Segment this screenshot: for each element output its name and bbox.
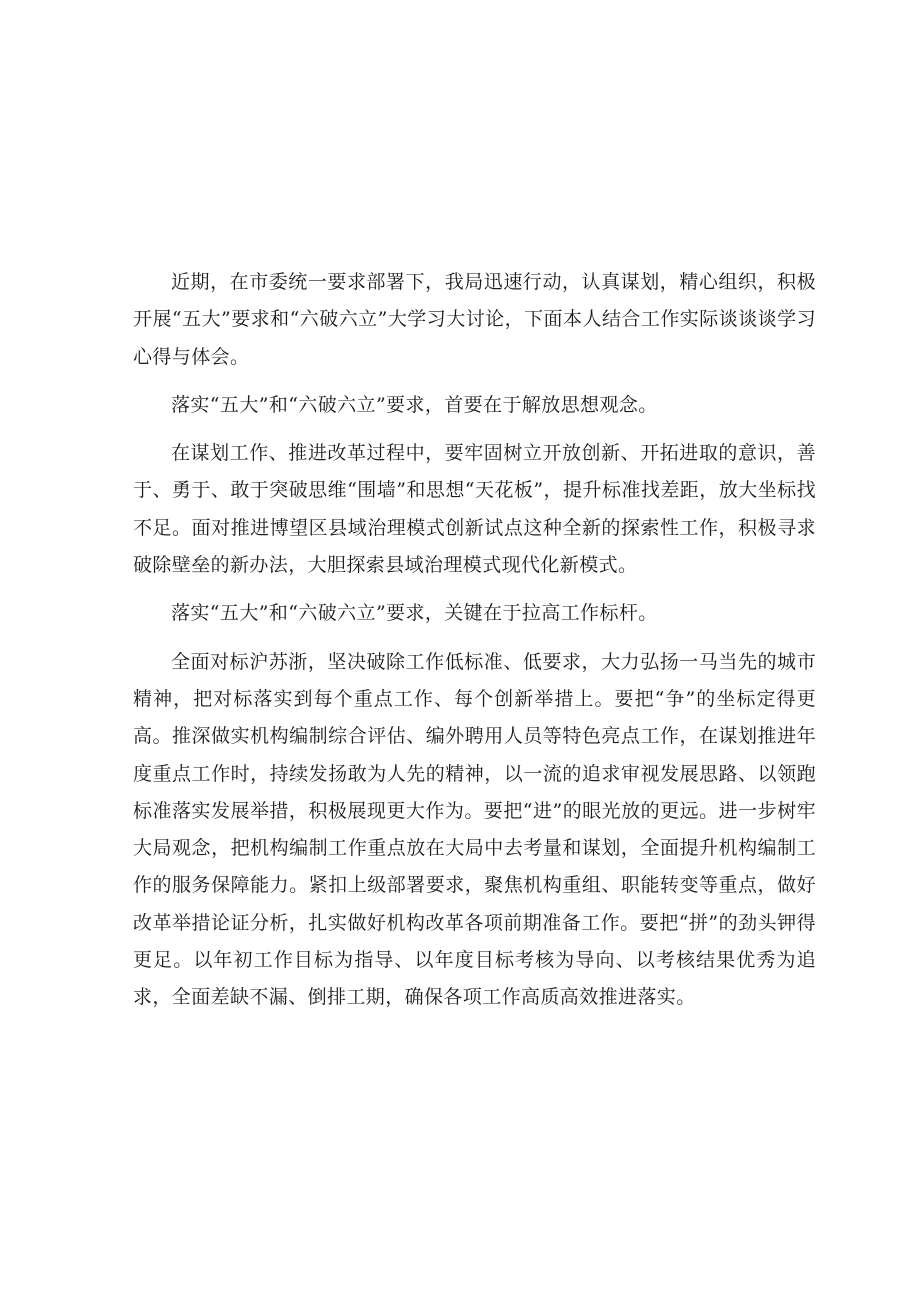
paragraph-heading-2: 落实“五大”和“六破六立”要求，关键在于拉高工作标杆。: [171, 602, 658, 625]
paragraph-heading-1: 落实“五大”和“六破六立”要求，首要在于解放思想观念。: [171, 393, 658, 416]
document-body: [133, 264, 816, 1028]
paragraph-body-1: 在谋划工作、推进改革过程中，要牢固树立开放创新、开拓进取的意识，善于、勇于、敢于突破思维“围墙”和思想“天花板”，提升标准找差距，放大坐标找不足。面对推进博望区县域治理模式创新试点这种全新的探索性工作，积极寻求破除壁垒的新办法，大胆探索县域治理模式现代化新模式。: [133, 442, 816, 577]
paragraph-body-2: 全面对标沪苏浙，坚决破除工作低标准、低要求，大力弘扬一马当先的城市精神，把对标落实到每个重点工作、每个创新举措上。要把“争”的坐标定得更高。推深做实机构编制综合评估、编外聘用人员等特色亮点工作，在谋划推进年度重点工作时，持续发扬敢为人先的精神，以一流的追求审视发展思路、以领跑标准落实发展举措，积极展现更大作为。要把“进”的眼光放的更远。进一步树牢大局观念，把机构编制工作重点放在大局中去考量和谋划，全面提升机构编制工作的服务保障能力。紧扣上级部署要求，聚焦机构重组、职能转变等重点，做好改革举措论证分析，扎实做好机构改革各项前期准备工作。要把“拼”的劲头钾得更足。以年初工作目标为指导、以年度目标考核为导向、以考核结果优秀为追求，全面差缺不漏、倒排工期，确保各项工作高质高效推进落实。: [133, 650, 816, 1009]
paragraph-intro: 近期，在市委统一要求部署下，我局迅速行动，认真谋划，精心组织，积极开展“五大”要求和“六破六立”大学习大讨论，下面本人结合工作实际谈谈谈学习心得与体会。: [133, 271, 816, 368]
